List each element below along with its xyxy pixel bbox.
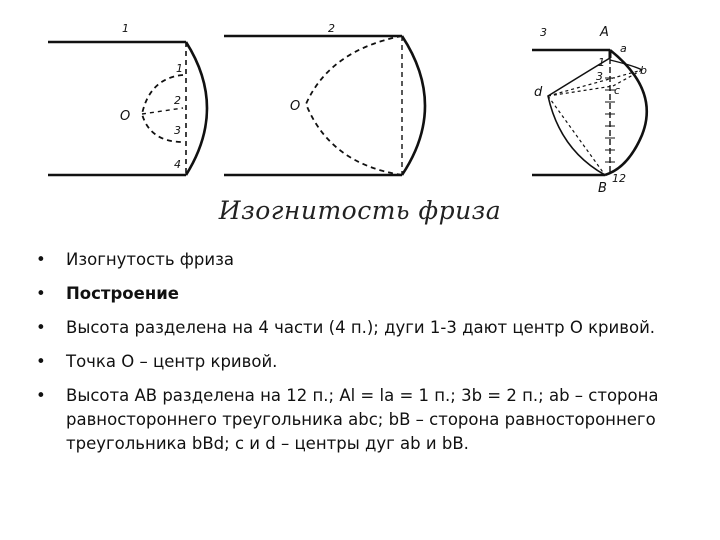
label-3-panel1: 3 xyxy=(174,124,181,137)
panel-number-2: 2 xyxy=(328,22,335,35)
bullet-text: Точка О – центр кривой. xyxy=(66,352,278,371)
bullet-text: Построение xyxy=(66,284,179,303)
panel-number-1: 1 xyxy=(122,22,129,35)
label-d: d xyxy=(534,85,543,100)
figure-caption: Изогнитость фриза xyxy=(218,196,502,225)
diagram-panel-2 xyxy=(224,36,425,175)
bullet-text: Изогнутость фриза xyxy=(66,250,234,269)
label-2-panel1: 2 xyxy=(174,94,181,107)
label-1-panel1: 1 xyxy=(176,62,183,75)
label-c: c xyxy=(614,84,621,97)
bullet-item xyxy=(36,316,696,340)
label-12: 12 xyxy=(612,172,626,185)
panel-number-3: 3 xyxy=(540,26,547,39)
bullet-dot-icon: • xyxy=(36,386,46,405)
label-1-panel3: 1 xyxy=(598,56,605,69)
bullet-item xyxy=(36,282,696,306)
bullet-list xyxy=(36,248,696,466)
bullet-dot-icon: • xyxy=(36,352,46,371)
bullet-item xyxy=(36,384,696,456)
label-a-lower: a xyxy=(620,42,627,55)
label-b-lower: b xyxy=(640,64,647,77)
label-b-upper: B xyxy=(598,181,607,196)
bullet-dot-icon: • xyxy=(36,318,46,337)
label-3-panel3: 3 xyxy=(596,70,603,83)
label-a-upper: A xyxy=(600,25,609,40)
bullet-text: Высота разделена на 4 части (4 п.); дуги 1-3 дают центр О кривой. xyxy=(66,318,656,337)
label-4-panel1: 4 xyxy=(174,158,181,171)
bullet-item xyxy=(36,248,696,272)
bullet-item xyxy=(36,350,696,374)
bullet-dot-icon: • xyxy=(36,250,46,269)
bullet-text: Высота АВ разделена на 12 п.; Аl = la = 1 п.; 3b = 2 п.; ab – сторона равностороннего треугольника abc; bB – сторона равностороннего треугольника bBd; c и d – центры дуг ab и bB. xyxy=(66,386,659,453)
label-o-panel1: O xyxy=(120,109,131,124)
label-o-panel2: O xyxy=(290,99,301,114)
bullet-dot-icon: • xyxy=(36,284,46,303)
diagram-panel-3 xyxy=(532,50,647,175)
